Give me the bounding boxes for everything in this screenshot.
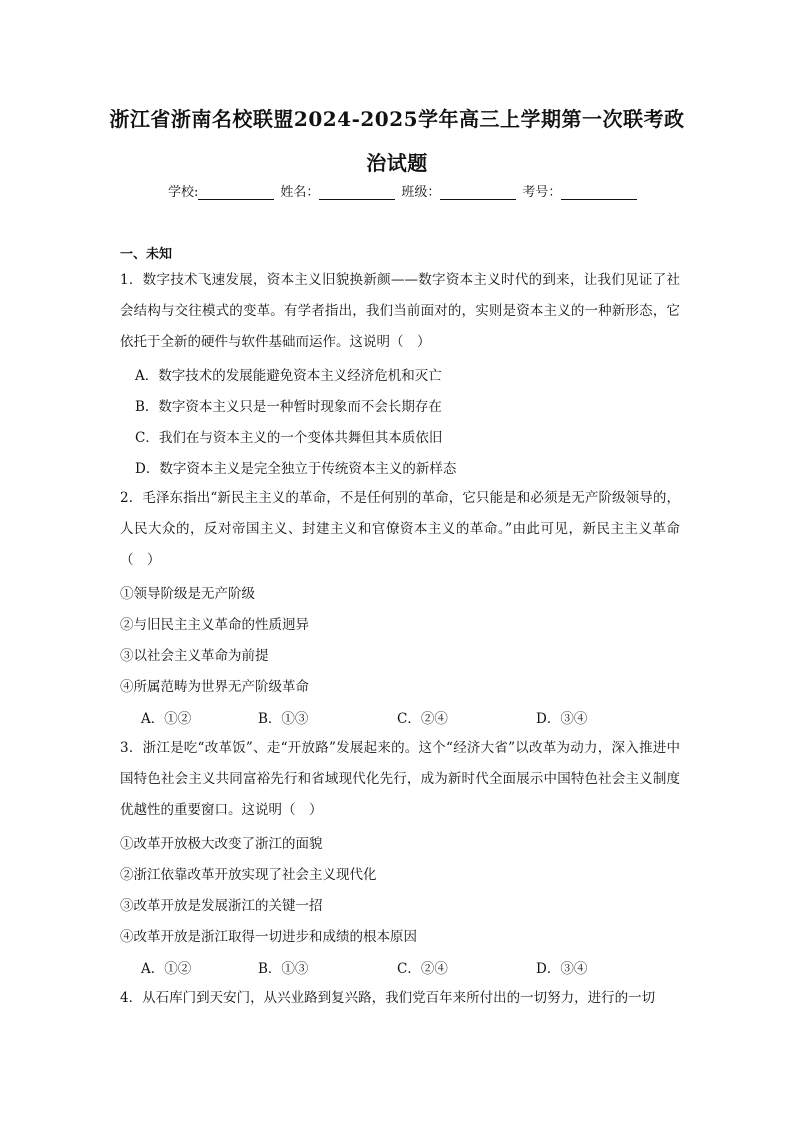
question-3-item-2: ②浙江依靠改革开放实现了社会主义现代化 [120,867,377,883]
question-2-item-2: ②与旧民主主义革命的性质迥异 [120,617,309,633]
school-blank [198,187,274,200]
question-2-choice-b: B．①③ [258,711,309,727]
question-3-stem: 3．浙江是吃“改革饭”、走“开放路”发展起来的。这个“经济大省”以改革为动力，深入推进中国特色社会主义共同富裕先行和省域现代化先行，成为新时代全面展示中国特色社会主义制度优越性的重要窗口。这说明（ ） [120,740,680,818]
question-2-item-4: ④所属范畴为世界无产阶级革命 [120,679,309,695]
question-3-item-3: ③改革开放是发展浙江的关键一招 [120,898,323,914]
exam-title-line1: 浙江省浙南名校联盟2024-2025学年高三上学期第一次联考政 [109,107,685,131]
question-1-option-b: B．数字资本主义只是一种暂时现象而不会长期存在 [135,399,442,415]
question-1-stem: 1．数字技术飞速发展，资本主义旧貌换新颜——数字资本主义时代的到来，让我们见证了社会结构与交往模式的变革。有学者指出，我们当前面对的，实则是资本主义的一种新形态，它依托于全新的硬件与软件基础而运作。这说明（ ） [120,272,680,350]
name-label: 姓名： [280,185,320,200]
question-2-stem: 2．毛泽东指出“新民主主义的革命，不是任何别的革命，它只能是和必须是无产阶级领导的，人民大众的，反对帝国主义、封建主义和官僚资本主义的革命。”由此可见，新民主主义革命（ ） [120,490,680,568]
question-2-item-3: ③以社会主义革命为前提 [120,648,269,664]
question-1-option-c: C．我们在与资本主义的一个变体共舞但其本质依旧 [135,430,443,446]
exam-title-line2: 治试题 [366,151,428,175]
exam-number-blank [561,187,637,200]
question-2-choice-c: C．②④ [397,711,448,727]
question-2-choice-a: A．①② [141,711,192,727]
question-3-choice-c: C．②④ [397,961,448,977]
question-3-choice-b: B．①③ [258,961,309,977]
question-3-choice-a: A．①② [141,961,192,977]
question-1-option-d: D．数字资本主义是完全独立于传统资本主义的新样态 [135,461,457,477]
class-blank [440,187,516,200]
exam-number-label: 考号： [522,185,562,200]
school-label: 学校: [168,185,199,200]
name-blank [319,187,395,200]
question-3-item-1: ①改革开放极大改变了浙江的面貌 [120,836,323,852]
question-1-option-a: A．数字技术的发展能避免资本主义经济危机和灭亡 [135,368,442,384]
question-3-choice-d: D．③④ [536,961,588,977]
section-heading: 一、未知 [120,247,173,262]
question-4-stem: 4．从石库门到天安门，从兴业路到复兴路，我们党百年来所付出的一切努力，进行的一切 [120,990,656,1006]
question-2-choice-d: D．③④ [536,711,588,727]
question-2-item-1: ①领导阶级是无产阶级 [120,586,255,602]
student-info-row [168,181,643,200]
class-label: 班级： [401,185,441,200]
question-3-item-4: ④改革开放是浙江取得一切进步和成绩的根本原因 [120,929,417,945]
